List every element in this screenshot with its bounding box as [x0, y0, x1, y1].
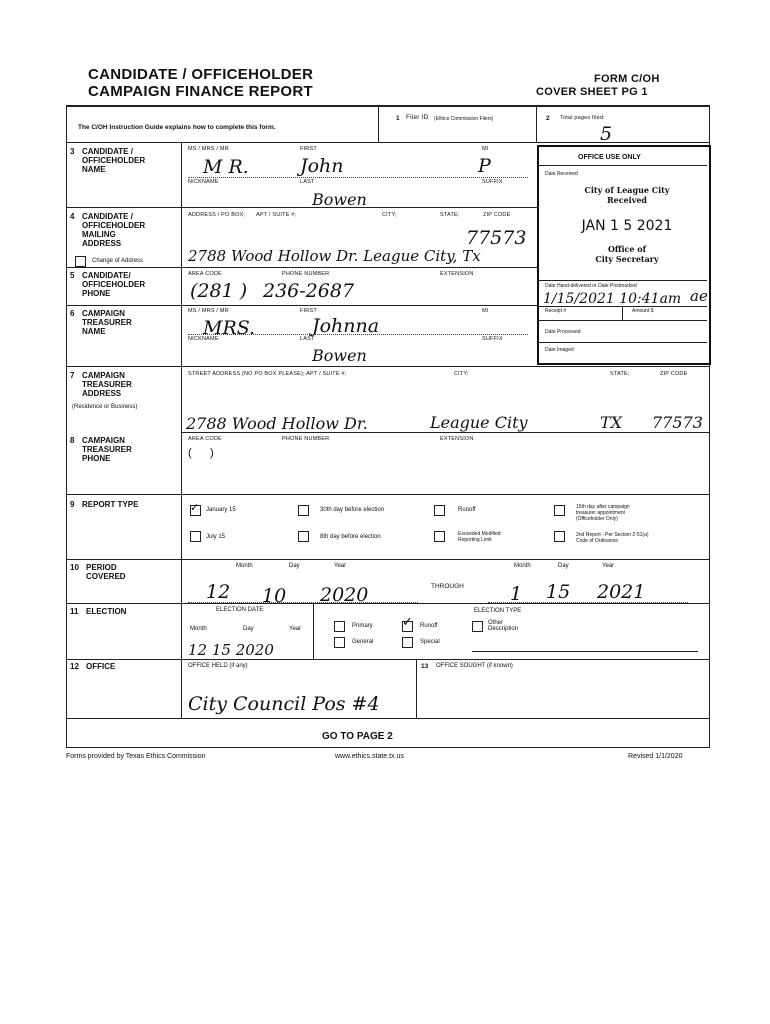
s11-year-label: Year — [289, 626, 302, 632]
s3-num: 3 — [70, 147, 75, 156]
stamp-office: Office of — [607, 244, 647, 254]
date-imaged-label: Date Imaged — [545, 347, 574, 353]
s5-area-label: AREA CODE — [188, 271, 222, 277]
date-processed-label: Date Processed — [545, 329, 581, 335]
election-other-checkbox[interactable] — [472, 621, 483, 632]
header-rule — [66, 105, 710, 107]
s12-label: OFFICE — [86, 662, 116, 671]
s6-ms-label: MS / MRS / MR — [188, 308, 229, 314]
s7-zip-label: ZIP CODE — [660, 371, 688, 377]
report-8th-label: 8th day before election — [320, 534, 381, 540]
s7-state-value[interactable]: TX — [600, 413, 623, 432]
hand-delivered-label: Date Hand-delivered or Date Postmarked — [545, 283, 637, 289]
report-2nd-checkbox[interactable] — [554, 531, 565, 542]
report-30th-label: 30th day before election — [320, 507, 385, 513]
s3-first-label: FIRST — [300, 146, 317, 152]
s10-month2-value[interactable]: 1 — [510, 583, 523, 605]
election-general-checkbox[interactable] — [334, 637, 345, 648]
office-use-title: OFFICE USE ONLY — [578, 154, 641, 161]
s6-suffix-label: SUFFIX — [482, 336, 503, 342]
s10-day1-label: Day — [289, 563, 300, 569]
election-runoff-label: Runoff — [420, 623, 438, 629]
change-of-address-label: Change of Address — [92, 258, 144, 264]
s10-month2-label: Month — [514, 563, 531, 569]
go-to-page-2: GO TO PAGE 2 — [322, 731, 393, 742]
s10-month1-label: Month — [236, 563, 253, 569]
s11-type-label: ELECTION TYPE — [474, 608, 522, 614]
s6-first-label: FIRST — [300, 308, 317, 314]
election-primary-label: Primary — [352, 623, 373, 629]
s11-month-label: Month — [190, 626, 207, 632]
hand-delivered-initials: ae — [690, 287, 708, 305]
s3-suffix-label: SUFFIX — [482, 179, 503, 185]
report-jan15-check-icon: ✓ — [190, 501, 200, 514]
frame-bottom — [66, 747, 710, 748]
election-primary-checkbox[interactable] — [334, 621, 345, 632]
stamp-city: City of League City — [584, 185, 670, 195]
s4-state-label: STATE; — [440, 212, 460, 218]
stamp-date: JAN 1 5 2021 — [581, 218, 673, 234]
s8-num: 8 — [70, 436, 75, 445]
s4-city-label: CITY; — [382, 212, 397, 218]
report-8th-checkbox[interactable] — [298, 531, 309, 542]
s6-num: 6 — [70, 309, 75, 318]
report-jul15-label: July 15 — [206, 534, 226, 540]
s8-ext-label: EXTENSION — [440, 436, 474, 442]
s5-num: 5 — [70, 271, 75, 280]
s4-address-label: ADDRESS / PO BOX; — [188, 212, 246, 218]
s7-label: CAMPAIGN TREASURER ADDRESS — [82, 371, 132, 398]
filer-id-label: Filer ID — [406, 114, 429, 121]
s8-label: CAMPAIGN TREASURER PHONE — [82, 436, 132, 463]
s6-last-value[interactable]: Bowen — [312, 346, 367, 365]
s6-last-label: LAST — [300, 336, 315, 342]
change-of-address-checkbox[interactable] — [75, 256, 86, 267]
s11-label: ELECTION — [86, 607, 127, 616]
s10-day2-label: Day — [558, 563, 569, 569]
report-30th-checkbox[interactable] — [298, 505, 309, 516]
s5-phone-value[interactable]: 236-2687 — [263, 280, 355, 302]
election-runoff-check-icon: ✓ — [402, 615, 413, 630]
s4-apt-label: APT / SUITE #; — [256, 212, 297, 218]
stamp-secretary: City Secretary — [595, 254, 659, 264]
report-jul15-checkbox[interactable] — [190, 531, 201, 542]
s12-held-value[interactable]: City Council Pos #4 — [188, 693, 380, 715]
s6-first-value[interactable]: Johnna — [312, 315, 380, 337]
filer-id-note: (Ethics Commission Filers) — [434, 116, 494, 122]
s7-city-value[interactable]: League City — [430, 413, 528, 432]
s10-day2-value[interactable]: 15 — [546, 581, 571, 603]
filer-id-num: 1 — [396, 115, 400, 122]
s10-through-label: THROUGH — [431, 583, 464, 590]
s11-day-label: Day — [243, 626, 254, 632]
s3-label: CANDIDATE / OFFICEHOLDER NAME — [82, 147, 146, 174]
s6-nickname-label: NICKNAME — [188, 336, 219, 342]
s4-zip-value[interactable]: 77573 — [466, 227, 527, 249]
date-received-label: Date Received — [545, 171, 578, 177]
s5-area-value[interactable]: (281 ) — [190, 280, 248, 302]
form-title-line2: CAMPAIGN FINANCE REPORT — [88, 83, 313, 100]
receipt-label: Receipt # — [545, 308, 567, 314]
s3-last-value[interactable]: Bowen — [312, 190, 367, 209]
s13-num: 13 — [421, 663, 429, 670]
s7-street-label: STREET ADDRESS (NO PO BOX PLEASE); APT / SUITE #; — [188, 371, 347, 377]
s3-mi-value[interactable]: P — [478, 155, 491, 177]
stamp-received: Received — [606, 195, 648, 205]
s10-year1-label: Year — [334, 563, 347, 569]
s10-year2-value[interactable]: 2021 — [597, 581, 646, 603]
hand-delivered-value[interactable]: 1/15/2021 10:41am — [543, 291, 682, 307]
frame-left — [66, 106, 67, 747]
s13-label: OFFICE SOUGHT (if known) — [436, 663, 513, 669]
total-pages-num: 2 — [546, 115, 550, 122]
s11-date-label: ELECTION DATE — [216, 607, 264, 613]
s10-label: PERIOD COVERED — [86, 563, 126, 581]
s12-num: 12 — [70, 662, 79, 671]
s10-day1-value[interactable]: 10 — [262, 585, 287, 607]
s9-label: REPORT TYPE — [82, 500, 139, 509]
s7-residence-label: (Residence or Business) — [72, 404, 138, 410]
s8-area-label: AREA CODE — [188, 436, 222, 442]
s3-mi-label: MI — [482, 146, 489, 152]
s5-phone-label: PHONE NUMBER — [282, 271, 330, 277]
form-title-line1: CANDIDATE / OFFICEHOLDER — [88, 66, 314, 83]
footer-url: www.ethics.state.tx.us — [335, 753, 404, 760]
total-pages-value[interactable]: 5 — [600, 123, 613, 145]
s10-year1-value[interactable]: 2020 — [320, 584, 369, 606]
s8-phone-label: PHONE NUMBER — [282, 436, 330, 442]
s3-title-value[interactable]: M R. — [203, 156, 249, 178]
s5-ext-label: EXTENSION — [440, 271, 474, 277]
s7-street-value[interactable]: 2788 Wood Hollow Dr. — [186, 414, 368, 433]
report-15th-label: 15th day after campaign treasurer appointment (Officeholder Only) — [576, 504, 630, 522]
s7-city-label: CITY; — [454, 371, 469, 377]
s6-mi-label: MI — [482, 308, 489, 314]
label-column-divider — [181, 142, 182, 718]
s3-nickname-label: NICKNAME — [188, 179, 219, 185]
s5-label: CANDIDATE/ OFFICEHOLDER PHONE — [82, 271, 146, 298]
report-runoff-label: Runoff — [458, 507, 476, 513]
s9-num: 9 — [70, 500, 75, 509]
form-code: FORM C/OH — [594, 73, 660, 85]
s6-label: CAMPAIGN TREASURER NAME — [82, 309, 132, 336]
s7-num: 7 — [70, 371, 75, 380]
s10-month1-value[interactable]: 12 — [206, 581, 231, 603]
report-exceeded-label: Exceeded Modified Reporting Limit — [458, 531, 501, 543]
total-pages-label: Total pages filed: — [560, 115, 605, 121]
s8-area-value[interactable]: ( ) — [188, 447, 214, 459]
election-general-label: General — [352, 639, 374, 645]
amount-label: Amount $ — [632, 308, 654, 314]
s6-title-value[interactable]: MRS. — [203, 317, 256, 339]
s4-label: CANDIDATE / OFFICEHOLDER MAILING ADDRESS — [82, 212, 146, 248]
footer-revised: Revised 1/1/2020 — [628, 753, 683, 760]
s4-address-value[interactable]: 2788 Wood Hollow Dr. League City, Tx — [188, 247, 481, 265]
report-2nd-label: 2nd Report - Per Section 2-51(a) Code of Ordinance — [576, 532, 649, 544]
footer-provider: Forms provided by Texas Ethics Commission — [66, 753, 206, 760]
s11-num: 11 — [70, 607, 79, 616]
s12-held-label: OFFICE HELD (if any) — [188, 663, 248, 669]
instruction-text: The C/OH Instruction Guide explains how to complete this form. — [78, 124, 276, 131]
s7-zip-value[interactable]: 77573 — [652, 413, 703, 432]
s4-num: 4 — [70, 212, 75, 221]
s3-first-value[interactable]: John — [300, 155, 344, 177]
s10-year2-label: Year — [602, 563, 615, 569]
form-subtitle: COVER SHEET PG 1 — [536, 86, 648, 98]
s3-last-label: LAST — [300, 179, 315, 185]
s10-num: 10 — [70, 563, 79, 572]
election-special-checkbox[interactable] — [402, 637, 413, 648]
election-special-label: Special — [420, 639, 440, 645]
s4-zip-label: ZIP CODE — [483, 212, 511, 218]
election-other-label: Other Description — [488, 620, 519, 632]
report-15th-checkbox[interactable] — [554, 505, 565, 516]
report-runoff-checkbox[interactable] — [434, 505, 445, 516]
s11-date-value[interactable]: 12 15 2020 — [188, 641, 274, 659]
report-exceeded-checkbox[interactable] — [434, 531, 445, 542]
s7-state-label: STATE; — [610, 371, 630, 377]
s3-ms-label: MS / MRS / MR — [188, 146, 229, 152]
report-jan15-label: January 15 — [206, 507, 236, 513]
